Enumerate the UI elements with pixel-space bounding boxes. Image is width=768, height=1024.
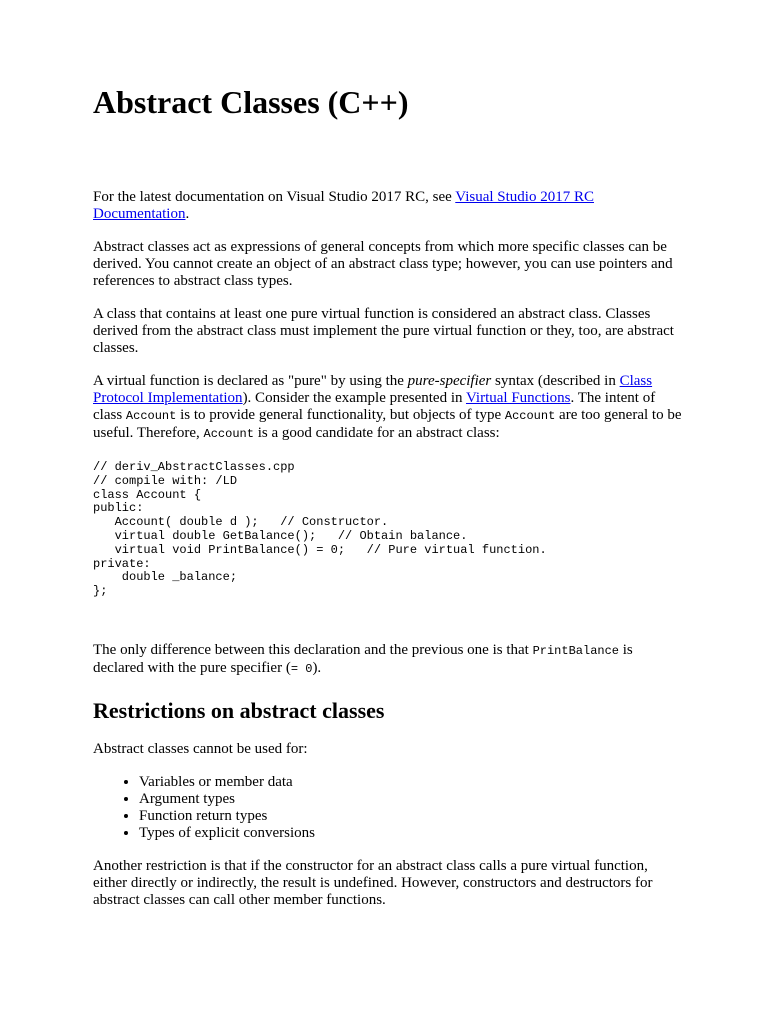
code-block: // deriv_AbstractClasses.cpp // compile with: /LD class Account { public: Account( double d ); // Constructor. virtual double GetBalance(); // Obtain balance. virtual void PrintBalance() = 0; // Pure virtual function. private: double _balance; }; <box>93 460 547 599</box>
list-item: • Argument types <box>139 791 683 808</box>
inline-code-account: Account <box>203 427 254 441</box>
list-item: • Types of explicit conversions <box>139 825 683 842</box>
vs2017-docs-link[interactable]: Visual Studio 2017 RC Documentation <box>93 189 594 222</box>
abstract-classes-description: Abstract classes act as expressions of general concepts from which more specific classes can be derived. You cannot create an object of an abstract class type; however, you can use pointers and references to abstract class types. <box>93 239 673 289</box>
inline-code-printbalance: PrintBalance <box>532 643 619 658</box>
list-item: • Function return types <box>139 808 683 825</box>
example-intro-paragraph: A virtual function is declared as "pure" by using the pure-specifier syntax (described in Class Protocol Implementation). Consider the example presented in Virtual Functions. The intent of class Account is to provide general functionality, but objects of type Account are too general to be useful. Therefore, Account is a good candidate for an abstract class: <box>93 373 682 441</box>
declaration-difference-paragraph: The only difference between this declaration and the previous one is that PrintBalance is declared with the pure specifier (= 0). <box>93 641 633 676</box>
inline-code-pure-specifier: = 0 <box>290 661 313 676</box>
restrictions-list <box>93 774 683 842</box>
inline-code-account: Account <box>125 409 177 423</box>
inline-code-account: Account <box>504 409 556 423</box>
class-protocol-link[interactable]: Class Protocol Implementation <box>93 373 653 406</box>
restrictions-intro: Abstract classes cannot be used for: <box>93 740 308 757</box>
document-page <box>93 82 683 909</box>
page-title: Abstract Classes (C++) <box>93 84 409 120</box>
section-heading-restrictions: Restrictions on abstract classes <box>93 697 385 723</box>
constructor-restriction-paragraph: Another restriction is that if the constructor for an abstract class calls a pure virtual function, either directly or indirectly, the result is undefined. However, constructors and destructors for abstract classes can call other member functions. <box>93 857 653 908</box>
pure-virtual-description: A class that contains at least one pure virtual function is considered an abstract class. Classes derived from the abstract class must implement the pure virtual function or they, too, are abstract classes. <box>93 306 674 356</box>
list-item: • Variables or member data <box>139 774 683 791</box>
intro-text: For the latest documentation on Visual Studio 2017 RC, see <box>93 189 456 205</box>
virtual-functions-link[interactable]: Virtual Functions <box>465 390 571 406</box>
intro-paragraph: For the latest documentation on Visual Studio 2017 RC, see Visual Studio 2017 RC Documentation. <box>93 189 594 222</box>
pure-specifier-term: pure-specifier <box>407 373 492 389</box>
